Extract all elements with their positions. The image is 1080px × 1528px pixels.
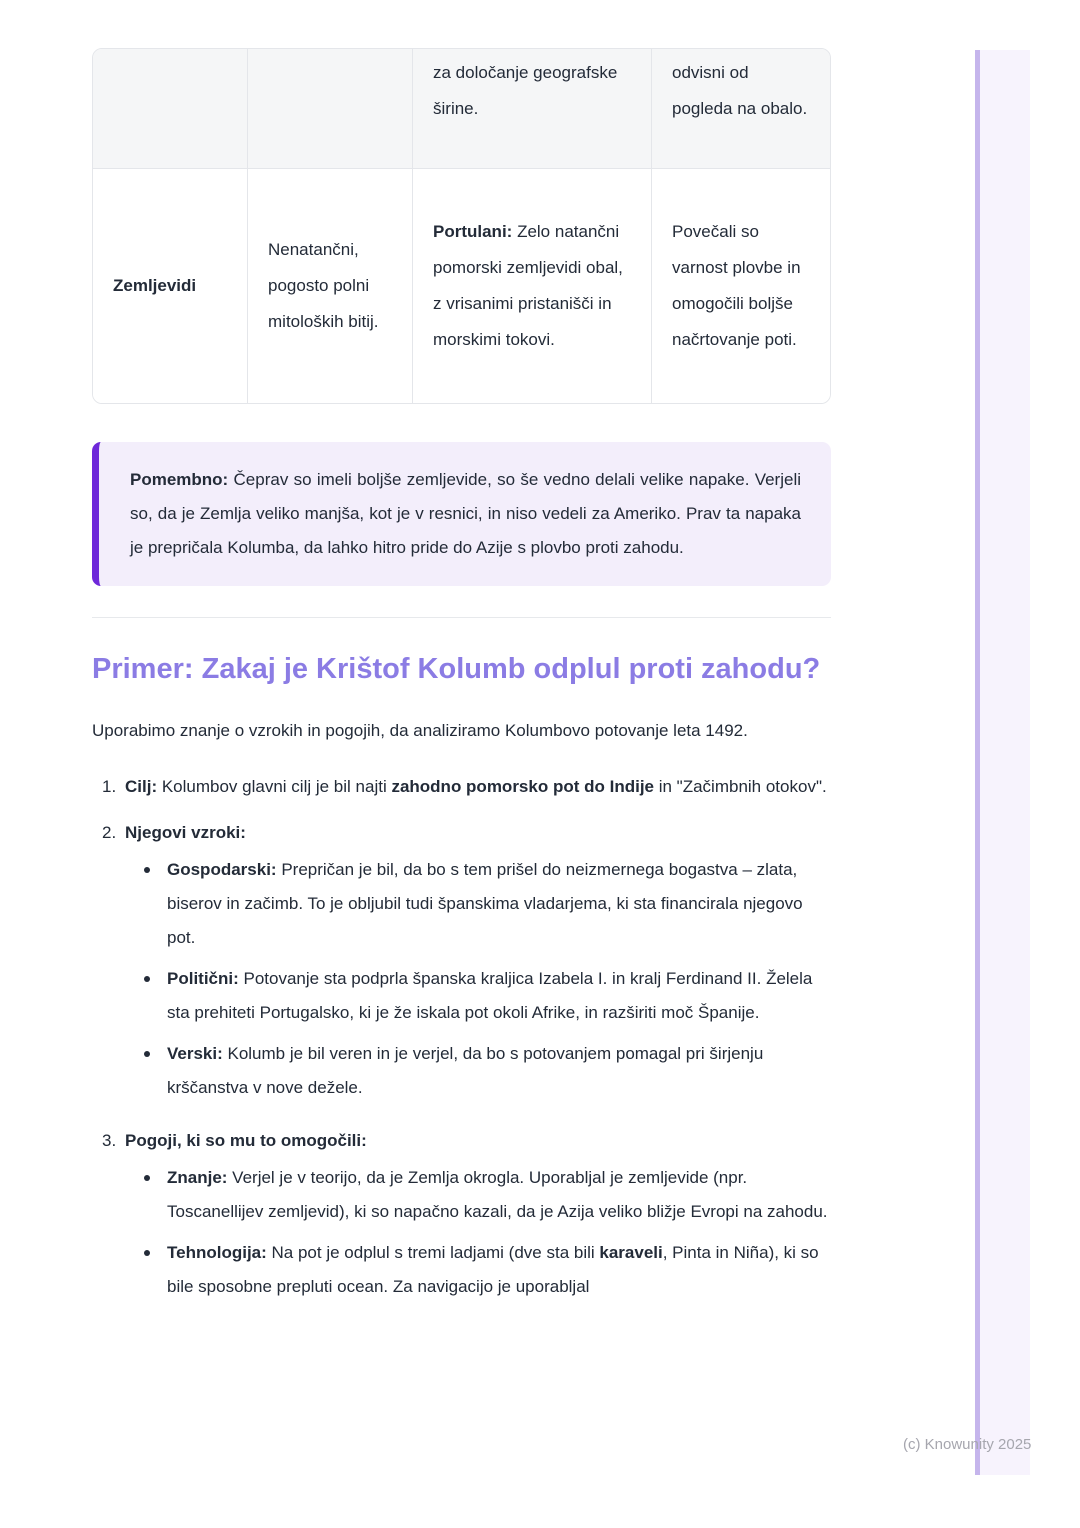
- table-cell: [651, 169, 831, 403]
- list-item-text: Kolumbov glavni cilj je bil najti: [157, 777, 392, 796]
- table-cell: [412, 49, 651, 169]
- bullet-item: [125, 1236, 831, 1304]
- table-cell-zemljevidi: [93, 169, 247, 403]
- bullet-item: [125, 1037, 831, 1105]
- callout-text: Čeprav so imeli boljše zemljevide, so še vedno delali velike napake. Verjeli so, da je Zemlja veliko manjša, kot je v resnici, in niso vedeli za Ameriko. Prav ta napaka je prepričala Kolumba, da lahko hitro pride do Azije s plovbo proti zahodu.: [130, 470, 801, 557]
- bullet-item: [125, 853, 831, 955]
- list-item-body: [125, 1124, 831, 1311]
- copyright-note: (c) Knowunity 2025: [903, 1436, 1032, 1453]
- bullet-item: [125, 962, 831, 1030]
- cell-text: za določanje geografske širine.: [433, 63, 618, 118]
- bullet-item: [125, 1161, 831, 1229]
- list-item-bold-text: zahodno pomorsko pot do Indije: [391, 777, 654, 796]
- list-item-label: Cilj:: [125, 777, 158, 796]
- analysis-list: [92, 770, 831, 1311]
- bullet-label: Znanje:: [167, 1168, 228, 1187]
- list-item-body: [125, 770, 831, 804]
- list-item: [92, 816, 831, 1112]
- list-item-label: Pogoji, ki so mu to omogočili:: [125, 1131, 367, 1150]
- cell-text: Povečali so varnost plovbe in omogočili boljše načrtovanje poti.: [672, 222, 801, 349]
- cell-text: Zelo natančni pomorski zemljevidi obal, z vrisanimi pristanišči in morskimi tokovi.: [433, 222, 623, 349]
- scrollbar-track[interactable]: [975, 50, 1030, 1475]
- intro-paragraph: Uporabimo znanje o vzrokih in pogojih, da analiziramo Kolumbovo potovanje leta 1492.: [92, 721, 748, 740]
- list-item: [92, 1124, 831, 1311]
- table-cell: [93, 49, 247, 169]
- bullet-label: Tehnologija:: [167, 1243, 267, 1262]
- section-heading: Primer: Zakaj je Krištof Kolumb odplul proti zahodu?: [92, 653, 821, 685]
- table-cell: [412, 169, 651, 403]
- list-item-number: 3.: [102, 1131, 117, 1150]
- bullet-list: [125, 853, 831, 1105]
- cell-bold-text: Portulani:: [433, 222, 513, 241]
- list-item-number: 2.: [102, 823, 117, 842]
- cell-text: odvisni od pogleda na obalo.: [672, 63, 808, 118]
- bullet-text: Kolumb je bil veren in je verjel, da bo s potovanjem pomagal pri širjenju krščanstva v nove dežele.: [167, 1044, 764, 1097]
- table-cell: [247, 169, 412, 403]
- bullet-label: Gospodarski:: [167, 860, 277, 879]
- list-item-body: [125, 816, 831, 1112]
- comparison-table: [92, 48, 831, 404]
- important-callout: [92, 442, 831, 586]
- bullet-list: [125, 1161, 831, 1304]
- document-content: [92, 0, 831, 1323]
- bullet-bold-text: karaveli: [599, 1243, 663, 1262]
- list-item-text: in "Začimbnih otokov".: [654, 777, 827, 796]
- bullet-label: Politični:: [167, 969, 239, 988]
- bullet-text: Verjel je v teorijo, da je Zemlja okrogla. Uporabljal je zemljevide (npr. Toscanellijev zemljevid), ki so napačno kazali, da je Azija veliko bližje Evropi na zahodu.: [167, 1168, 828, 1221]
- table-cell: [651, 49, 831, 169]
- cell-text: Nenatančni, pogosto polni mitoloških bitij.: [268, 240, 379, 331]
- table-cell: [247, 49, 412, 169]
- bullet-text: Potovanje sta podprla španska kraljica Izabela I. in kralj Ferdinand II. Želela sta prehiteti Portugalsko, ki je že iskala pot okoli Afrike, in razširiti moč Španije.: [167, 969, 813, 1022]
- cell-bold-text: Zemljevidi: [113, 276, 197, 295]
- bullet-text: Na pot je odplul s tremi ladjami (dve sta bili: [266, 1243, 600, 1262]
- bullet-text: Prepričan je bil, da bo s tem prišel do neizmernega bogastva – zlata, biserov in začimb. To je obljubil tudi španskima vladarjema, ki sta financirala njegovo pot.: [167, 860, 803, 947]
- bullet-label: Verski:: [167, 1044, 223, 1063]
- list-item: [92, 770, 831, 804]
- callout-label: Pomembno:: [130, 470, 229, 489]
- list-item-number: 1.: [102, 777, 117, 796]
- list-item-label: Njegovi vzroki:: [125, 823, 246, 842]
- section-divider: [92, 617, 831, 618]
- bullet-text: , Pinta in Niña), ki so bile sposobne prepluti ocean. Za navigacijo je uporabljal: [167, 1243, 819, 1296]
